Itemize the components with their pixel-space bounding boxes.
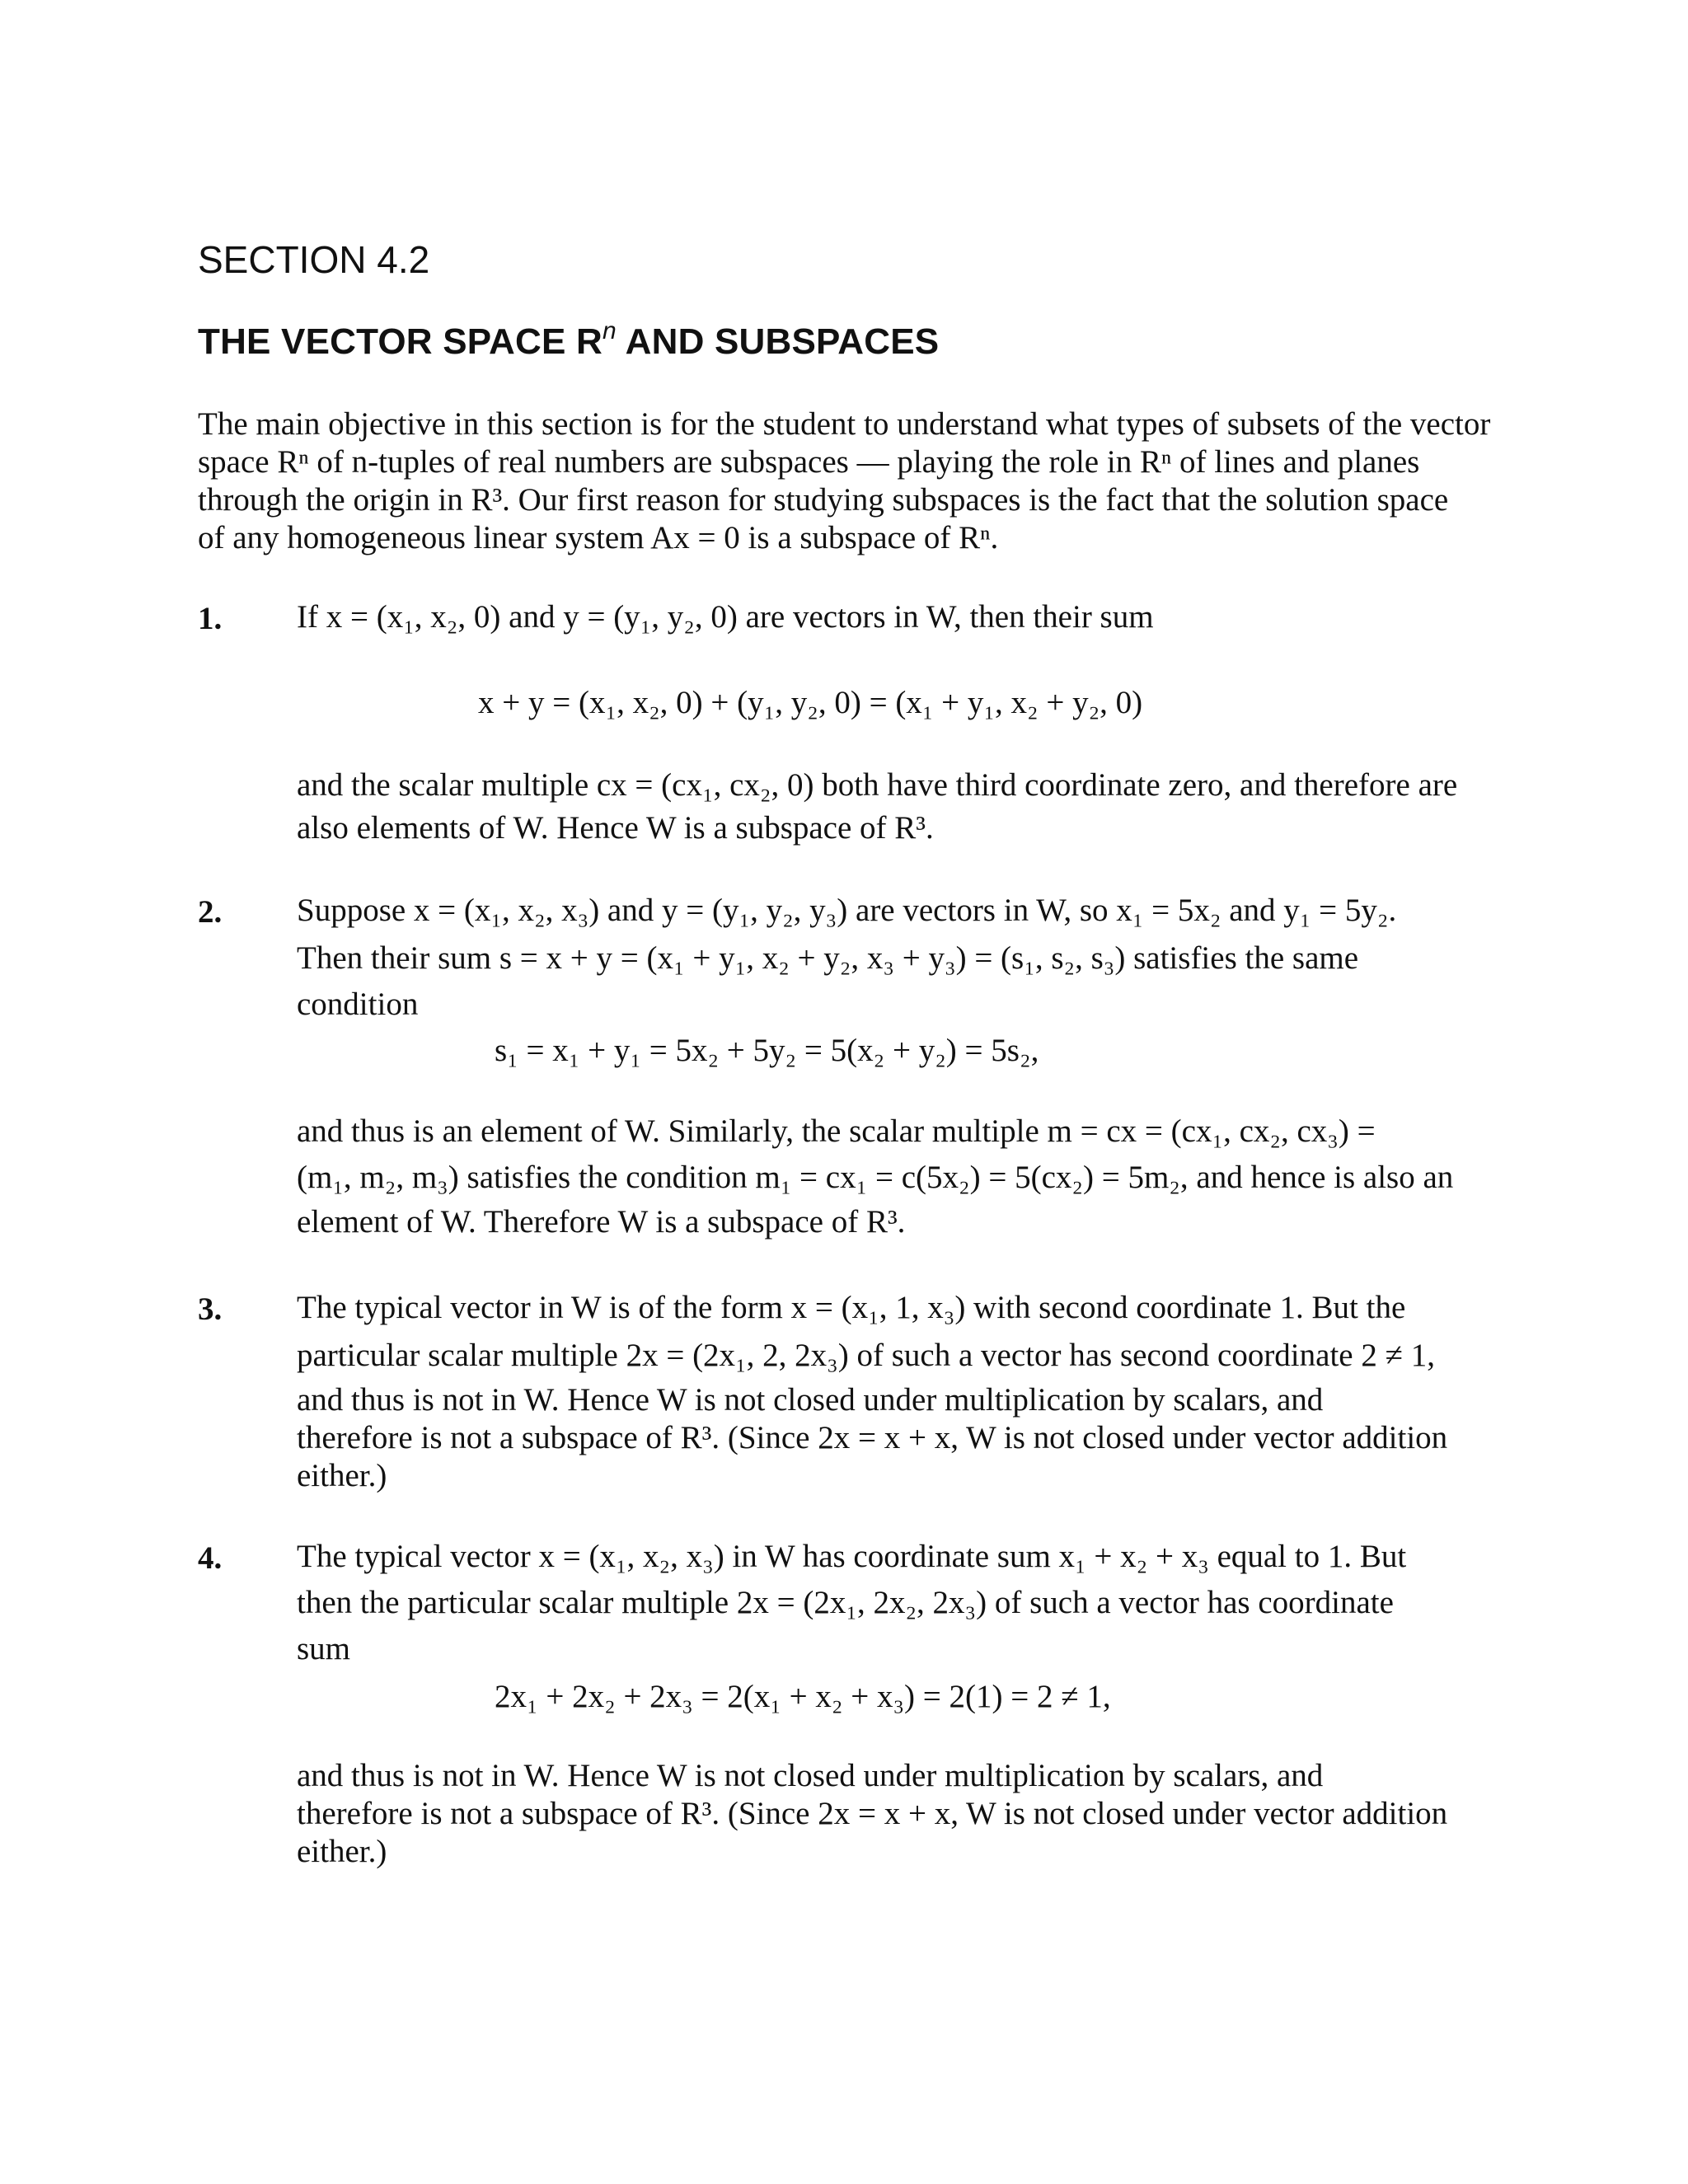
section-title-main: THE VECTOR SPACE R <box>198 321 603 362</box>
problem-3-line-5: either.) <box>297 1458 387 1493</box>
intro-line-4: of any homogeneous linear system Ax = 0 is a subspace of Rⁿ. <box>198 520 999 555</box>
problem-1-line-1: If x = (x₁, x₂, 0) and y = (y₁, y₂, 0) are vectors in W, then their sum <box>297 599 1154 635</box>
problem-3-line-2: particular scalar multiple 2x = (2x₁, 2, 2x₃) of such a vector has second coordinate 2 ≠ 1, <box>297 1338 1435 1373</box>
problem-2-equation: s₁ = x₁ + y₁ = 5x₂ + 5y₂ = 5(x₂ + y₂) = 5s₂, <box>495 1033 1039 1068</box>
problem-1-line-3: and the scalar multiple cx = (cx₁, cx₂, 0) both have third coordinate zero, and therefore are <box>297 767 1458 803</box>
problem-4-line-5: and thus is not in W. Hence W is not closed under multiplication by scalars, and <box>297 1758 1324 1793</box>
problem-4-line-1: The typical vector x = (x₁, x₂, x₃) in W has coordinate sum x₁ + x₂ + x₃ equal to 1. But <box>297 1539 1407 1574</box>
problem-3-number: 3. <box>198 1291 223 1327</box>
problem-2-line-5: and thus is an element of W. Similarly, the scalar multiple m = cx = (cx₁, cx₂, cx₃) = <box>297 1113 1376 1149</box>
section-title <box>198 317 940 363</box>
problem-1-equation: x + y = (x₁, x₂, 0) + (y₁, y₂, 0) = (x₁ + y₁, x₂ + y₂, 0) <box>478 685 1143 720</box>
problem-2-line-1: Suppose x = (x₁, x₂, x₃) and y = (y₁, y₂, y₃) are vectors in W, so x₁ = 5x₂ and y₁ = 5y₂. <box>297 893 1397 928</box>
problem-4-line-6: therefore is not a subspace of R³. (Since 2x = x + x, W is not closed under vector addition <box>297 1796 1448 1831</box>
problem-4-number: 4. <box>198 1540 223 1576</box>
problem-4-equation: 2x₁ + 2x₂ + 2x₃ = 2(x₁ + x₂ + x₃) = 2(1) = 2 ≠ 1, <box>495 1679 1111 1714</box>
section-title-rest: AND SUBSPACES <box>616 321 940 362</box>
problem-4-line-7: either.) <box>297 1834 387 1869</box>
problem-1-line-4: also elements of W. Hence W is a subspace of R³. <box>297 810 934 846</box>
problem-2-line-6: (m₁, m₂, m₃) satisfies the condition m₁ = cx₁ = c(5x₂) = 5(cx₂) = 5m₂, and hence is also an <box>297 1160 1454 1195</box>
section-label: SECTION 4.2 <box>198 238 430 281</box>
problem-3-line-1: The typical vector in W is of the form x = (x₁, 1, x₃) with second coordinate 1. But the <box>297 1290 1406 1325</box>
intro-line-2: space Rⁿ of n-tuples of real numbers are subspaces — playing the role in Rⁿ of lines and planes <box>198 444 1420 480</box>
problem-2-line-7: element of W. Therefore W is a subspace of R³. <box>297 1204 906 1240</box>
problem-2-number: 2. <box>198 894 223 930</box>
section-title-sup: n <box>602 317 617 344</box>
problem-3-line-3: and thus is not in W. Hence W is not closed under multiplication by scalars, and <box>297 1382 1324 1418</box>
intro-line-1: The main objective in this section is for the student to understand what types of subsets of the vector <box>198 406 1491 442</box>
problem-4-line-2: then the particular scalar multiple 2x = (2x₁, 2x₂, 2x₃) of such a vector has coordinate <box>297 1585 1394 1620</box>
problem-1-number: 1. <box>198 601 223 636</box>
problem-4-line-3: sum <box>297 1631 351 1666</box>
problem-3-line-4: therefore is not a subspace of R³. (Since 2x = x + x, W is not closed under vector addition <box>297 1420 1448 1455</box>
intro-line-3: through the origin in R³. Our first reason for studying subspaces is the fact that the solution space <box>198 482 1449 518</box>
problem-2-line-2: Then their sum s = x + y = (x₁ + y₁, x₂ + y₂, x₃ + y₃) = (s₁, s₂, s₃) satisfies the same <box>297 940 1359 976</box>
problem-2-line-3: condition <box>297 987 419 1022</box>
